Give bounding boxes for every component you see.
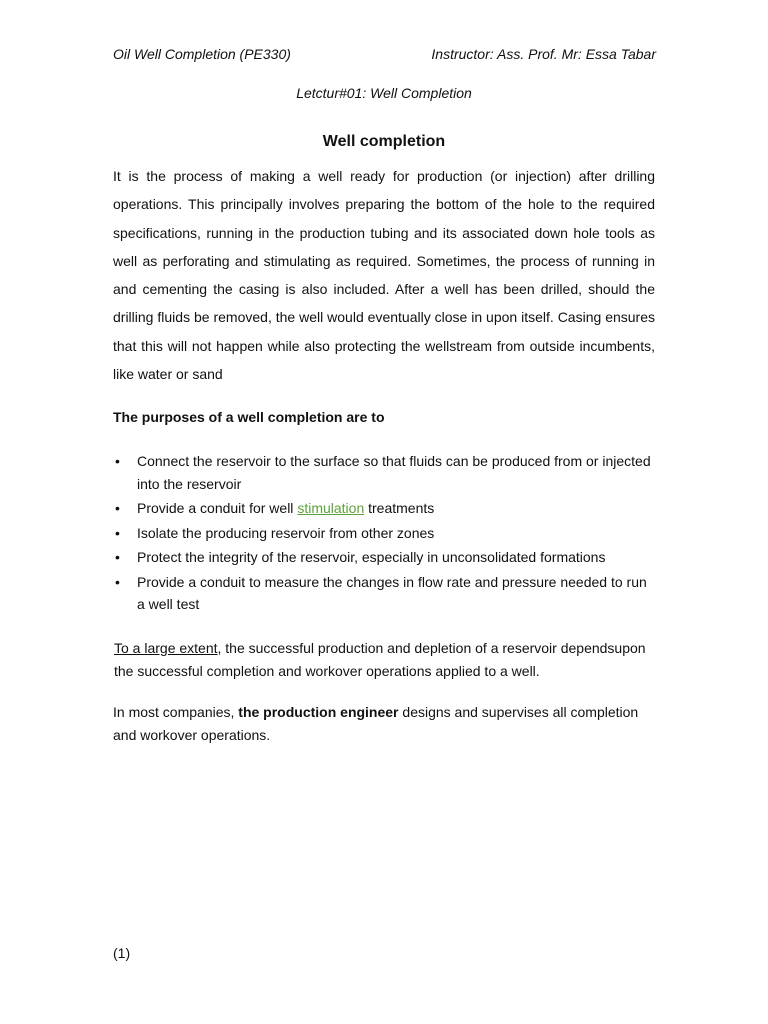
list-item bbox=[113, 571, 658, 616]
list-item-text: Connect the reservoir to the surface so that fluids can be produced from or injected into the reservoir bbox=[137, 453, 651, 492]
list-item-text: Protect the integrity of the reservoir, especially in unconsolidated formations bbox=[137, 549, 606, 565]
list-item-text-before: Provide a conduit for well bbox=[137, 500, 298, 516]
production-engineer-bold: the production engineer bbox=[238, 704, 399, 720]
list-item-text-after: treatments bbox=[364, 500, 435, 516]
companies-before: In most companies, bbox=[113, 704, 239, 720]
list-item bbox=[113, 497, 658, 520]
extent-underlined-phrase: To a large extent bbox=[114, 640, 218, 656]
stimulation-link[interactable]: stimulation bbox=[297, 500, 365, 516]
purposes-list bbox=[113, 450, 658, 618]
companies-paragraph bbox=[113, 701, 658, 746]
page-number: (1) bbox=[113, 945, 131, 961]
intro-paragraph: It is the process of making a well ready for production (or injection) after drilling operations. This principally involves preparing the bottom of the hole to the required specifications, running in the production tubing and its associated down hole tools as well as perforating and stimulating as required. Sometimes, the process of running in and cementing the casing is also included. After a well has been drilled, should the drilling fluids be removed, the well would eventually close in upon itself. Casing ensures that this will not happen while also protecting the wellstream from outside incumbents, like water or sand bbox=[113, 168, 655, 383]
course-header: Oil Well Completion (PE330) bbox=[113, 46, 291, 62]
instructor-header: Instructor: Ass. Prof. Mr: Essa Tabar bbox=[431, 46, 656, 62]
list-item bbox=[113, 546, 658, 569]
list-item bbox=[113, 522, 658, 545]
extent-paragraph bbox=[114, 637, 656, 682]
companies-after: designs and supervises all completion and workover operations. bbox=[113, 704, 639, 743]
list-item-text: Isolate the producing reservoir from other zones bbox=[137, 524, 435, 541]
list-item bbox=[113, 450, 658, 495]
list-item-text: Provide a conduit to measure the changes in flow rate and pressure needed to run a well test bbox=[137, 573, 647, 612]
lecture-title: Letctur#01: Well Completion bbox=[296, 85, 472, 101]
purposes-heading: The purposes of a well completion are to bbox=[113, 409, 385, 425]
page-title: Well completion bbox=[322, 133, 446, 150]
extent-rest: , the successful production and depletion of a reservoir dependsupon the successful completion and workover operations applied to a well. bbox=[114, 640, 646, 679]
